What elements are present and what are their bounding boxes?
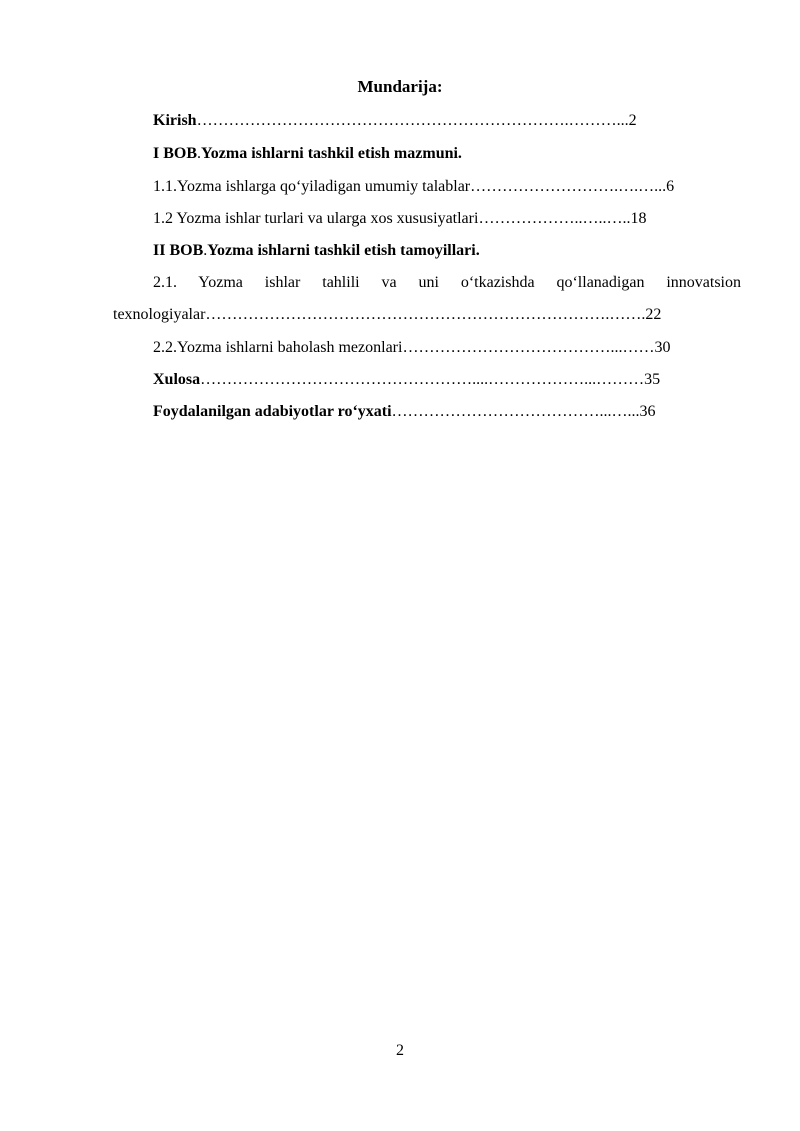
chapter-prefix: II BOB	[153, 242, 204, 259]
page-number: 2	[396, 1042, 404, 1059]
toc-entry-2-2	[153, 337, 743, 359]
toc-leader-page: ……………………………………………....………………...………35	[200, 371, 661, 388]
chapter-dot: .	[203, 242, 208, 259]
toc-entry-1-1	[153, 176, 743, 198]
toc-entry-2-1-line2	[113, 304, 743, 326]
toc-entry-label: 2.2.Yozma ishlarni baholash mezonlari	[153, 339, 403, 356]
toc-chapter-1	[153, 143, 462, 165]
toc-leader-page: …………………………………...…...36	[391, 403, 656, 420]
toc-entry-kirish	[153, 110, 743, 132]
chapter-title: Yozma ishlarni tashkil etish mazmuni.	[201, 145, 462, 162]
toc-leader-page: …………………………………...……30	[402, 339, 671, 356]
toc-entry-label: texnologiyalar	[113, 306, 206, 323]
chapter-prefix: I BOB	[153, 145, 198, 162]
toc-title: Mundarija:	[357, 77, 443, 96]
toc-entry-2-1-line1: 2.1. Yozma ishlar tahlili va uni o‘tkazishda qo‘llanadigan innovatsion	[153, 274, 741, 291]
toc-entry-label: Foydalanilgan adabiyotlar ro‘yxati	[153, 403, 392, 420]
toc-entry-1-2	[153, 208, 743, 230]
toc-entry-adabiyotlar	[153, 401, 743, 423]
toc-entry-label: 1.2 Yozma ishlar turlari va ularga xos xususiyatlari	[153, 210, 479, 227]
toc-chapter-2	[153, 240, 480, 262]
toc-leader-page: …………………………………………………………….………...2	[196, 112, 637, 129]
toc-leader-page: ………………..…..…..18	[478, 210, 647, 227]
toc-entry-label: Xulosa	[153, 371, 201, 388]
toc-entry-label: Kirish	[153, 112, 197, 129]
chapter-dot: .	[197, 145, 202, 162]
toc-entry-xulosa	[153, 369, 743, 391]
toc-leader-page: ………………………………………………………………….…….22	[205, 306, 662, 323]
toc-leader-page: ……………………….….…...6	[470, 178, 675, 195]
toc-entry-label: 1.1.Yozma ishlarga qo‘yiladigan umumiy talablar	[153, 178, 471, 195]
chapter-title: Yozma ishlarni tashkil etish tamoyillari.	[207, 242, 480, 259]
